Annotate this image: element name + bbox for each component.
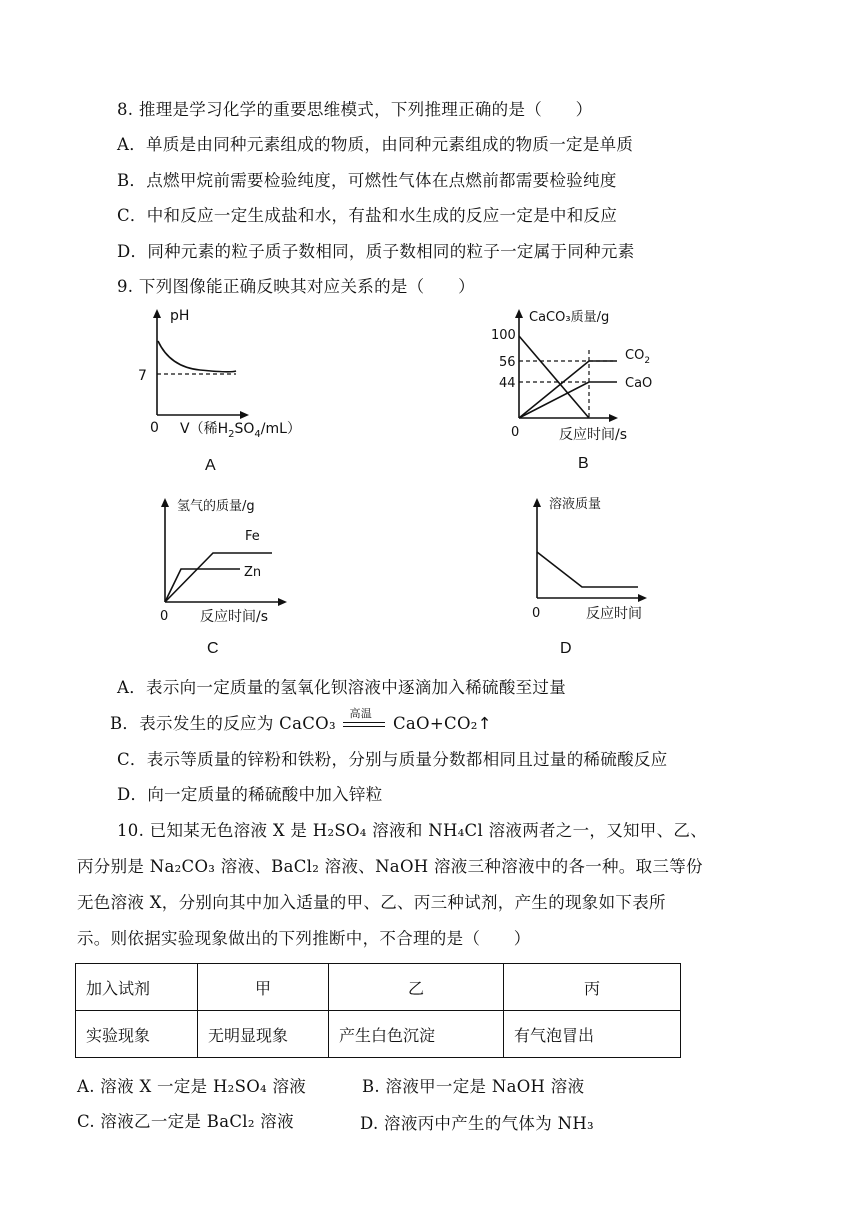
graph-c-fe-label: Fe [245, 529, 260, 544]
graph-b [485, 302, 685, 447]
q9-option-b [110, 706, 492, 734]
q8-option-b: B．点燃甲烷前需要检验纯度，可燃性气体在点燃前都需要检验纯度 [117, 171, 617, 190]
table-header-phenomenon: 实验现象 [76, 1011, 198, 1058]
q10-stem-line-2: 丙分别是 Na₂CO₃ 溶液、BaCl₂ 溶液、NaOH 溶液三种溶液中的各一种。取三等份 [77, 857, 703, 876]
graph-d-origin: 0 [532, 606, 541, 621]
equation-bar-top [343, 722, 385, 723]
graph-a-xlabel: V（稀$H_2SO_4/mL$） [180, 421, 301, 440]
table-cell: 丙 [504, 964, 681, 1011]
graph-a-x-arrow [240, 411, 249, 419]
graph-d [520, 490, 660, 630]
graph-a-origin: 0 [150, 420, 159, 436]
graph-b-caption: B [578, 455, 589, 472]
q9-option-b-prefix: B．表示发生的反应为 CaCO₃ [110, 714, 336, 733]
graph-c-ylabel: 氢气的质量/g [177, 499, 255, 514]
gas-arrow-icon: ↑ [477, 714, 492, 733]
graph-a-y-arrow [153, 309, 161, 318]
graph-d-x-arrow [638, 594, 647, 602]
graph-c-caption: C [207, 640, 219, 657]
table-cell: 无明显现象 [198, 1011, 329, 1058]
graph-b-y-arrow [515, 309, 523, 318]
graph-c-zn-line [165, 569, 240, 602]
graph-c-xlabel: 反应时间/s [200, 609, 269, 625]
graph-b-co2-line [519, 361, 617, 418]
q9-option-a: A．表示向一定质量的氢氧化钡溶液中逐滴加入稀硫酸至过量 [117, 678, 567, 697]
graph-c-origin: 0 [160, 609, 169, 624]
graph-d-ylabel: 溶液质量 [549, 497, 602, 512]
graph-b-cao-line [519, 382, 617, 418]
q10-option-a: A. 溶液 X 一定是 H₂SO₄ 溶液 [77, 1077, 307, 1096]
graph-d-y-arrow [533, 498, 541, 507]
graph-b-ytick-100: 100 [491, 328, 516, 343]
graph-a-ytick: 7 [138, 368, 147, 384]
table-header-reagent: 加入试剂 [76, 964, 198, 1011]
graph-a-caption: A [205, 457, 216, 474]
graph-c-x-arrow [278, 598, 287, 606]
table-row [76, 1011, 681, 1058]
graph-d-caption: D [560, 640, 572, 657]
table-cell: 乙 [329, 964, 504, 1011]
q9-option-c: C．表示等质量的锌粉和铁粉，分别与质量分数都相同且过量的稀硫酸反应 [117, 750, 668, 769]
graph-b-ylabel: CaCO₃质量/g [529, 310, 610, 325]
graph-d-line [537, 552, 638, 587]
graph-c-y-arrow [161, 498, 169, 507]
q9-option-d: D．向一定质量的稀硫酸中加入锌粒 [117, 785, 383, 804]
graph-b-ytick-44: 44 [499, 376, 516, 391]
q10-option-d: D. 溶液丙中产生的气体为 NH₃ [360, 1114, 594, 1133]
q10-option-b: B. 溶液甲一定是 NaOH 溶液 [362, 1077, 585, 1096]
graph-b-cao-label: CaO [625, 376, 653, 391]
graph-a [130, 305, 350, 445]
experiment-table [75, 963, 681, 1058]
reaction-condition [341, 706, 387, 733]
q10-option-c: C. 溶液乙一定是 BaCl₂ 溶液 [77, 1112, 294, 1131]
q8-option-c: C．中和反应一定生成盐和水，有盐和水生成的反应一定是中和反应 [117, 206, 618, 225]
graph-b-x-arrow [609, 414, 618, 422]
q10-stem-line-1: 10. 已知某无色溶液 X 是 H₂SO₄ 溶液和 NH₄Cl 溶液两者之一，又知甲、乙、 [117, 821, 707, 840]
graph-b-xlabel: 反应时间/s [559, 427, 628, 443]
q10-stem-line-3: 无色溶液 X，分别向其中加入适量的甲、乙、丙三种试剂，产生的现象如下表所 [77, 893, 666, 912]
q9-option-b-products: CaO+CO₂ [393, 714, 478, 733]
q8-option-a: A．单质是由同种元素组成的物质，由同种元素组成的物质一定是单质 [117, 135, 634, 154]
graph-c [150, 490, 320, 630]
graph-b-co2-label: $CO_2$ [625, 348, 651, 366]
graph-b-origin: 0 [511, 425, 520, 440]
q8-option-d: D．同种元素的粒子质子数相同，质子数相同的粒子一定属于同种元素 [117, 242, 635, 261]
graph-b-ytick-56: 56 [499, 355, 516, 370]
graph-d-xlabel: 反应时间 [586, 606, 642, 622]
graph-a-curve [158, 341, 236, 372]
q8-stem: 8. 推理是学习化学的重要思维模式，下列推理正确的是（ ） [117, 100, 593, 119]
table-cell: 产生白色沉淀 [329, 1011, 504, 1058]
table-row [76, 964, 681, 1011]
graph-c-zn-label: Zn [244, 565, 262, 580]
q9-stem: 9. 下列图像能正确反映其对应关系的是（ ） [117, 277, 475, 296]
table-cell: 甲 [198, 964, 329, 1011]
graph-a-ylabel: pH [170, 308, 190, 324]
graph-b-caco3-line [519, 336, 589, 418]
q10-stem-line-4: 示。则依据实验现象做出的下列推断中，不合理的是（ ） [77, 929, 531, 948]
reaction-condition-label: 高温 [349, 706, 373, 720]
table-cell: 有气泡冒出 [504, 1011, 681, 1058]
equation-bar-bottom [343, 726, 385, 727]
